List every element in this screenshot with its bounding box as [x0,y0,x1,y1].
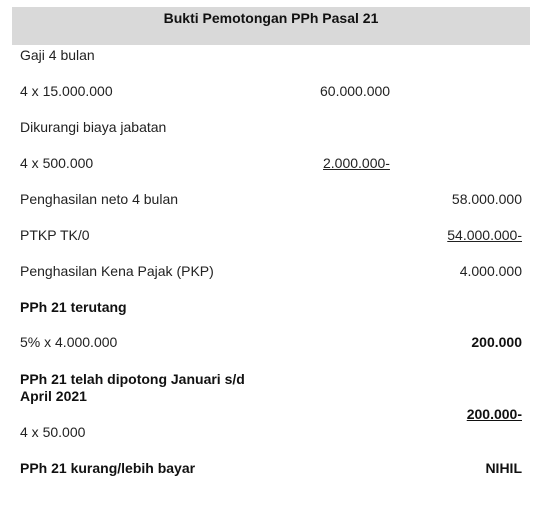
net-income-label: Penghasilan neto 4 bulan [20,191,179,207]
ptkp-amount: 54.000.000- [447,227,522,243]
ptkp-label: PTKP TK/0 [20,227,90,243]
gross-salary-calculation: 4 x 15.000.000 [20,83,113,99]
tax-payable-amount: 200.000 [471,334,522,350]
tax-withheld-calculation: 4 x 50.000 [20,424,86,440]
tax-balance-amount: NIHIL [485,460,522,476]
tax-payable-label: PPh 21 terutang [20,299,127,315]
tax-withheld-label: PPh 21 telah dipotong Januari s/d April 2021 [20,371,245,404]
document-title: Bukti Pemotongan PPh Pasal 21 [12,7,530,45]
gross-salary-amount: 60.000.000 [320,83,391,99]
tax-balance-label: PPh 21 kurang/lebih bayar [20,460,196,476]
tax-withheld-amount: 200.000- [466,406,522,422]
position-cost-label: Dikurangi biaya jabatan [20,119,167,135]
position-cost-calculation: 4 x 500.000 [20,155,94,171]
net-income-amount: 58.000.000 [451,191,522,207]
taxable-income-label: Penghasilan Kena Pajak (PKP) [20,263,214,279]
taxable-income-amount: 4.000.000 [459,263,522,279]
tax-payable-calculation: 5% x 4.000.000 [20,334,118,350]
position-cost-amount: 2.000.000- [323,155,390,171]
gross-salary-label: Gaji 4 bulan [20,47,95,63]
